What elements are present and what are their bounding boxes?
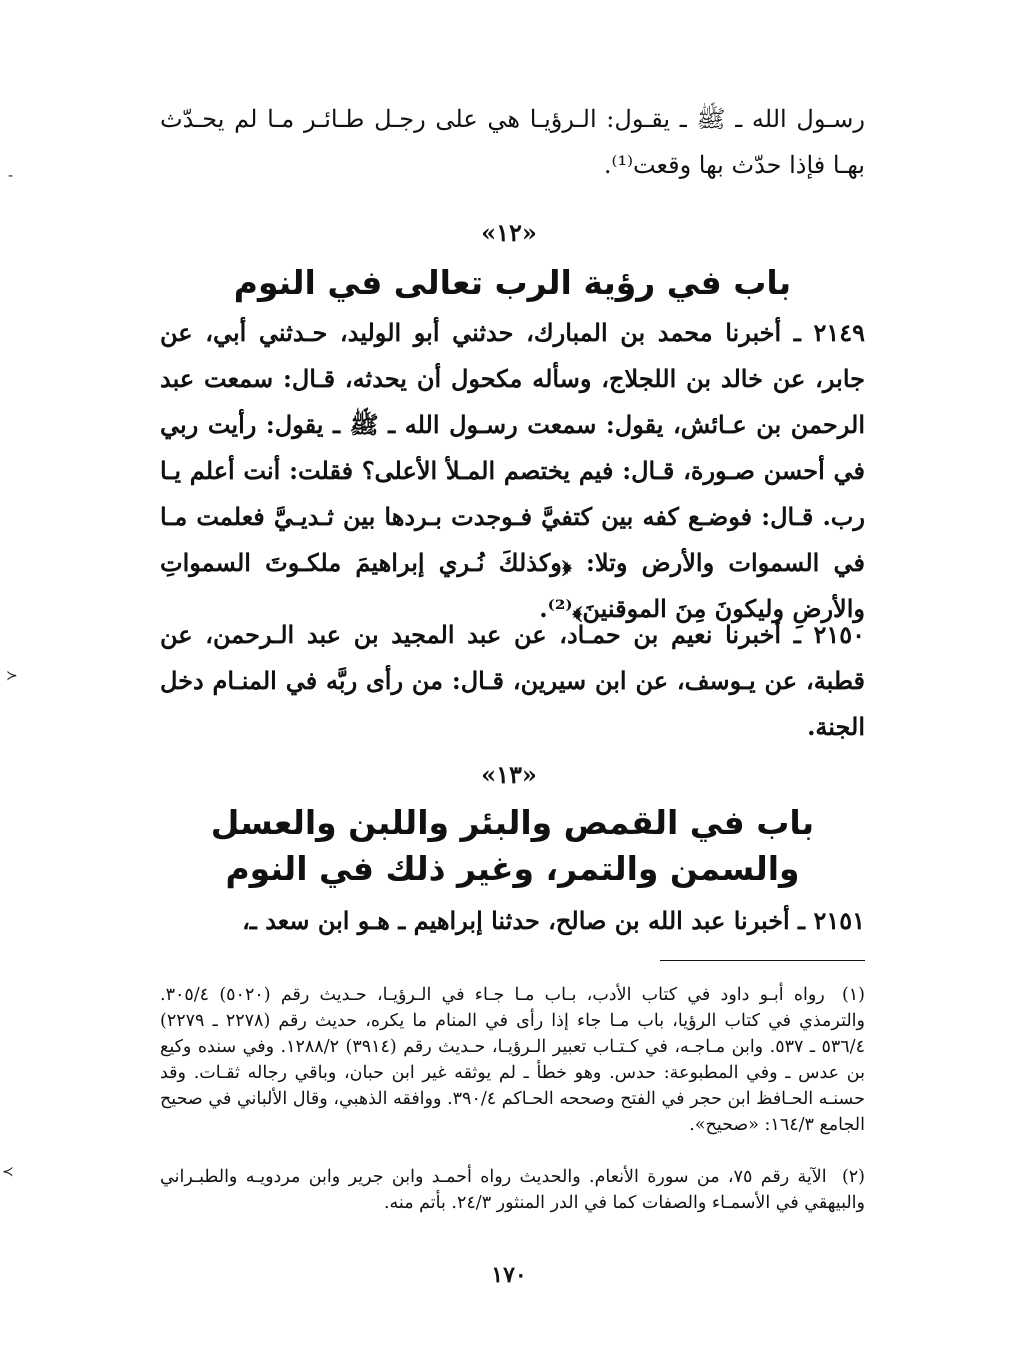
page-number: ١٧٠ [491, 1262, 527, 1288]
scan-tick-mark: ≺ [6, 668, 18, 684]
hadith-2150: ٢١٥٠ ـ أخبرنا نعيم بن حمـاد، عن عبد المجيد بن عبد الـرحمن، عن قطبة، عن يـوسف، عن ابن سيرين، قـال: من رأى ربَّه في المنـام دخل الجنة. [160, 620, 865, 741]
intro-paragraph: رسـول الله ـ ﷺ ـ يقـول: الـرؤيـا هي على رجـل طـائـر مـا لم يحـدّث بهـا فإذا حدّث بها وقعت⁽¹⁾. [160, 105, 865, 179]
section-title-13-line2: والسمن والتمر، وغير ذلك في النوم [225, 849, 800, 888]
footnote-separator [660, 960, 865, 961]
section-title-12: باب في رؤية الرب تعالى في النوم [233, 263, 792, 302]
section-title-13-line1: باب في القمص والبئر واللبن والعسل [210, 803, 815, 842]
footnote-1-mark: (١) [841, 985, 865, 1005]
scan-tick-mark: ≻ [2, 1164, 14, 1180]
footnote-2-text: الآية رقم ٧٥، من سورة الأنعام. والحديث رواه أحمـد وابن جرير وابن مردويـه والطبـراني والبيهقي في الأسمـاء والصفات كما في الدر المنثور ٢٤/٣. بأتم منه. [160, 1167, 865, 1213]
footnote-1 [160, 982, 865, 1138]
hadith-2149: ٢١٤٩ ـ أخبرنا محمد بن المبارك، حدثني أبو الوليد، حـدثني أبي، عن جابر، عن خالد بن اللجلاج، وسأله مكحول أن يحدثه، قـال: سمعت عبد الرحمن بن عـائش، يقول: سمعت رسـول الله ـ ﷺ ـ يقول: رأيت ربي في أحسن صـورة، قـال: فيم يختصم المـلأ الأعلى؟ فقلت: أنت أعلم يـا رب. قـال: فوضـع كفه بين كتفيَّ فـوجدت بـردها بين ثـديـيَّ فعلمت مـا في السموات والأرض وتلا: ﴿وكذلكَ نُـري إبراهيمَ ملكـوتَ السمواتِ والأرضِ وليكونَ مِنَ الموقنينَ﴾⁽²⁾. [160, 318, 865, 623]
footnote-2 [160, 1164, 865, 1216]
hadith-2151: ٢١٥١ ـ أخبرنا عبد الله بن صالح، حدثنا إبراهيم ـ هـو ابن سعد ـ، [242, 906, 865, 935]
scan-tick-mark: ‐ [8, 168, 14, 184]
section-number-12: «١٢» [481, 218, 537, 247]
footnote-1-text: رواه أبـو داود في كتاب الأدب، بـاب مـا جـاء في الـرؤيـا، حـديث رقم (٥٠٢٠) ٣٠٥/٤. والترمذي في كتاب الرؤيا، باب مـا جاء إذا رأى في المنام ما يكره، حديث رقم (٢٢٧٨ ـ ٢٢٧٩) ٥٣٦/٤ ـ ٥٣٧. وابن مـاجـه، في كـتـاب تعبير الـرؤيـا، حـديث رقم (٣٩١٤) ١٢٨٨/٢. وفي سنده وكيع بن عدس ـ وفي المطبوعة: حدس. وهو خطأ ـ لم يوثقه غير ابن حبان، وباقي رجاله ثقـات. وقد حسنـه الحـافظ ابن حجر في الفتح وصححه الحـاكم ٣٩٠/٤. ووافقه الذهبي، وقال الألباني في صحيح الجامع ١٦٤/٣: «صحيح». [160, 985, 865, 1135]
section-number-13: «١٣» [481, 760, 537, 789]
footnote-2-mark: (٢) [841, 1167, 865, 1187]
